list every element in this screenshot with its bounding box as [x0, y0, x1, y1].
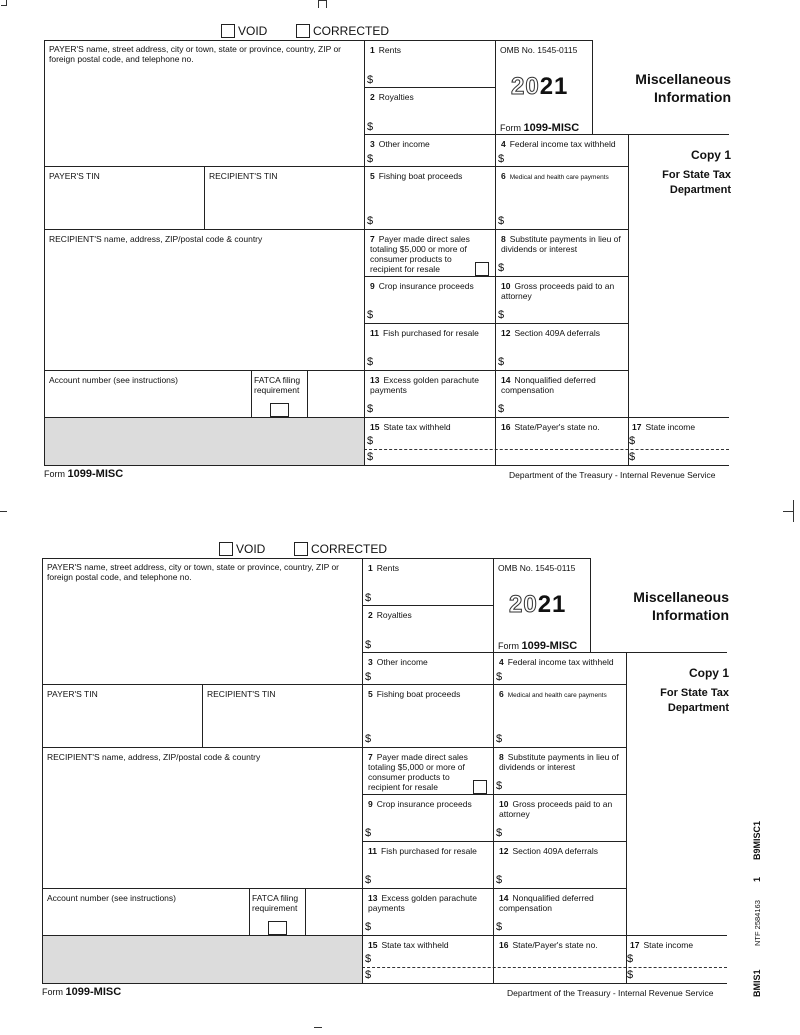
box11-label: 11 Fish purchased for resale — [368, 846, 477, 856]
box6-label: 6 Medical and health care payments — [501, 171, 609, 181]
box15-dollar-2: $ — [367, 451, 374, 463]
copy-title: Copy 1 — [688, 666, 729, 680]
box8-dollar: $ — [496, 780, 503, 792]
payer-name-label: PAYER'S name, street address, city or town, state or province, country, ZIP or foreign postal code, and telephone no. — [47, 562, 340, 582]
box8-label: 8 Substitute payments in lieu of dividends or interest — [499, 752, 619, 772]
corrected-label: CORRECTED — [313, 24, 390, 38]
void-checkbox[interactable] — [221, 24, 267, 38]
box2-label: 2 Royalties — [370, 92, 414, 102]
fatca-label: FATCA filing requirement — [252, 893, 299, 913]
box17-dollar-2: $ — [629, 451, 636, 463]
box3-dollar: $ — [365, 671, 372, 683]
box7-checkbox[interactable] — [473, 780, 487, 794]
box14-dollar: $ — [496, 921, 503, 933]
side-code-ntf: NTF 2584163 — [753, 900, 762, 946]
box14-label: 14 Nonqualified deferred compensation — [501, 375, 596, 395]
box9-dollar: $ — [367, 309, 374, 321]
omb-number: OMB No. 1545-0115 — [498, 563, 576, 573]
void-label: VOID — [238, 24, 268, 38]
box17-dollar-1: $ — [629, 435, 636, 447]
side-code-b9misc1: B9MISC1 — [752, 820, 762, 860]
box1-dollar: $ — [365, 592, 372, 604]
box5-label: 5 Fishing boat proceeds — [370, 171, 463, 181]
box11-label: 11 Fish purchased for resale — [370, 328, 479, 338]
fatca-checkbox[interactable] — [268, 921, 287, 935]
void-label: VOID — [236, 542, 266, 556]
copy-subtitle: For State Tax Department — [662, 169, 731, 196]
corrected-checkbox[interactable] — [294, 542, 387, 556]
void-box[interactable] — [219, 542, 233, 556]
payer-tin-label: PAYER'S TIN — [47, 689, 98, 699]
box2-label: 2 Royalties — [368, 610, 412, 620]
box10-dollar: $ — [498, 309, 505, 321]
box8-dollar: $ — [498, 262, 505, 274]
box1-label: 1 Rents — [368, 563, 399, 573]
box17-dollar-1: $ — [627, 953, 634, 965]
box12-label: 12 Section 409A deferrals — [501, 328, 600, 338]
box3-label: 3 Other income — [368, 657, 428, 667]
box1-label: 1 Rents — [370, 45, 401, 55]
box12-dollar: $ — [498, 356, 505, 368]
box3-dollar: $ — [367, 153, 374, 165]
form-title: Miscellaneous Information — [635, 71, 731, 105]
fatca-checkbox[interactable] — [270, 403, 289, 417]
box7-checkbox[interactable] — [475, 262, 489, 276]
box6-dollar: $ — [496, 733, 503, 745]
tax-year: 2021 — [511, 73, 569, 100]
department-footer: Department of the Treasury - Internal Revenue Service — [507, 988, 714, 998]
omb-number: OMB No. 1545-0115 — [500, 45, 578, 55]
crop-mark — [0, 511, 7, 512]
recipient-tin-label: RECIPIENT'S TIN — [209, 171, 278, 181]
box9-dollar: $ — [365, 827, 372, 839]
box12-label: 12 Section 409A deferrals — [499, 846, 598, 856]
box14-label: 14 Nonqualified deferred compensation — [499, 893, 594, 913]
box17-label: 17 State income — [632, 422, 696, 432]
box15-dollar-1: $ — [365, 953, 372, 965]
account-number-label: Account number (see instructions) — [47, 893, 176, 903]
recipient-name-label: RECIPIENT'S name, address, ZIP/postal code & country — [49, 234, 263, 244]
payer-name-label: PAYER'S name, street address, city or town, state or province, country, ZIP or foreign postal code, and telephone no. — [49, 44, 342, 64]
box9-label: 9 Crop insurance proceeds — [368, 799, 472, 809]
box15-label: 15 State tax withheld — [368, 940, 449, 950]
box13-dollar: $ — [367, 403, 374, 415]
shaded-area — [45, 418, 364, 465]
form-footer-name: Form 1099-MISC — [44, 468, 124, 480]
box11-dollar: $ — [365, 874, 372, 886]
account-number-label: Account number (see instructions) — [49, 375, 178, 385]
corrected-checkbox[interactable] — [296, 24, 389, 38]
box4-dollar: $ — [496, 671, 503, 683]
box6-dollar: $ — [498, 215, 505, 227]
box7-label: 7 Payer made direct sales totaling $5,000 or more of consumer products to recipient for resale — [368, 752, 468, 792]
side-code-number: 1 — [752, 876, 762, 882]
box16-label: 16 State/Payer's state no. — [501, 422, 600, 432]
recipient-tin-label: RECIPIENT'S TIN — [207, 689, 276, 699]
box13-dollar: $ — [365, 921, 372, 933]
form-copy-bottom — [0, 518, 800, 1018]
shaded-area — [43, 936, 362, 983]
box6-label: 6 Medical and health care payments — [499, 689, 607, 699]
box5-dollar: $ — [365, 733, 372, 745]
side-code-bmis1: BMIS1 — [752, 969, 762, 997]
tax-year: 2021 — [509, 591, 567, 618]
box5-dollar: $ — [367, 215, 374, 227]
box17-label: 17 State income — [630, 940, 694, 950]
copy-subtitle: For State Tax Department — [660, 687, 729, 714]
box11-dollar: $ — [367, 356, 374, 368]
box5-label: 5 Fishing boat proceeds — [368, 689, 461, 699]
box10-label: 10 Gross proceeds paid to an attorney — [499, 799, 613, 819]
form-copy-top — [0, 0, 800, 500]
box4-label: 4 Federal income tax withheld — [499, 657, 614, 667]
corrected-label: CORRECTED — [311, 542, 388, 556]
fatca-label: FATCA filing requirement — [254, 375, 301, 395]
box3-label: 3 Other income — [370, 139, 430, 149]
form-label-small: Form 1099-MISC — [500, 122, 580, 134]
box4-label: 4 Federal income tax withheld — [501, 139, 616, 149]
corrected-box[interactable] — [294, 542, 308, 556]
box15-dollar-1: $ — [367, 435, 374, 447]
box15-label: 15 State tax withheld — [370, 422, 451, 432]
form-footer-name: Form 1099-MISC — [42, 986, 122, 998]
box13-label: 13 Excess golden parachute payments — [368, 893, 477, 913]
crop-mark — [314, 1027, 322, 1028]
box12-dollar: $ — [496, 874, 503, 886]
box14-dollar: $ — [498, 403, 505, 415]
box9-label: 9 Crop insurance proceeds — [370, 281, 474, 291]
box17-dollar-2: $ — [627, 969, 634, 981]
department-footer: Department of the Treasury - Internal Revenue Service — [509, 470, 716, 480]
copy-title: Copy 1 — [690, 148, 731, 162]
corrected-box[interactable] — [296, 24, 310, 38]
crop-mark — [783, 511, 793, 512]
payer-tin-label: PAYER'S TIN — [49, 171, 100, 181]
box10-dollar: $ — [496, 827, 503, 839]
box15-dollar-2: $ — [365, 969, 372, 981]
box2-dollar: $ — [367, 121, 374, 133]
void-box[interactable] — [221, 24, 235, 38]
form-label-small: Form 1099-MISC — [498, 640, 578, 652]
box8-label: 8 Substitute payments in lieu of dividends or interest — [501, 234, 621, 254]
box1-dollar: $ — [367, 74, 374, 86]
box2-dollar: $ — [365, 639, 372, 651]
void-checkbox[interactable] — [219, 542, 265, 556]
box16-label: 16 State/Payer's state no. — [499, 940, 598, 950]
box7-label: 7 Payer made direct sales totaling $5,000 or more of consumer products to recipient for resale — [370, 234, 470, 274]
form-title: Miscellaneous Information — [633, 589, 729, 623]
box4-dollar: $ — [498, 153, 505, 165]
box10-label: 10 Gross proceeds paid to an attorney — [501, 281, 615, 301]
box13-label: 13 Excess golden parachute payments — [370, 375, 479, 395]
recipient-name-label: RECIPIENT'S name, address, ZIP/postal code & country — [47, 752, 261, 762]
